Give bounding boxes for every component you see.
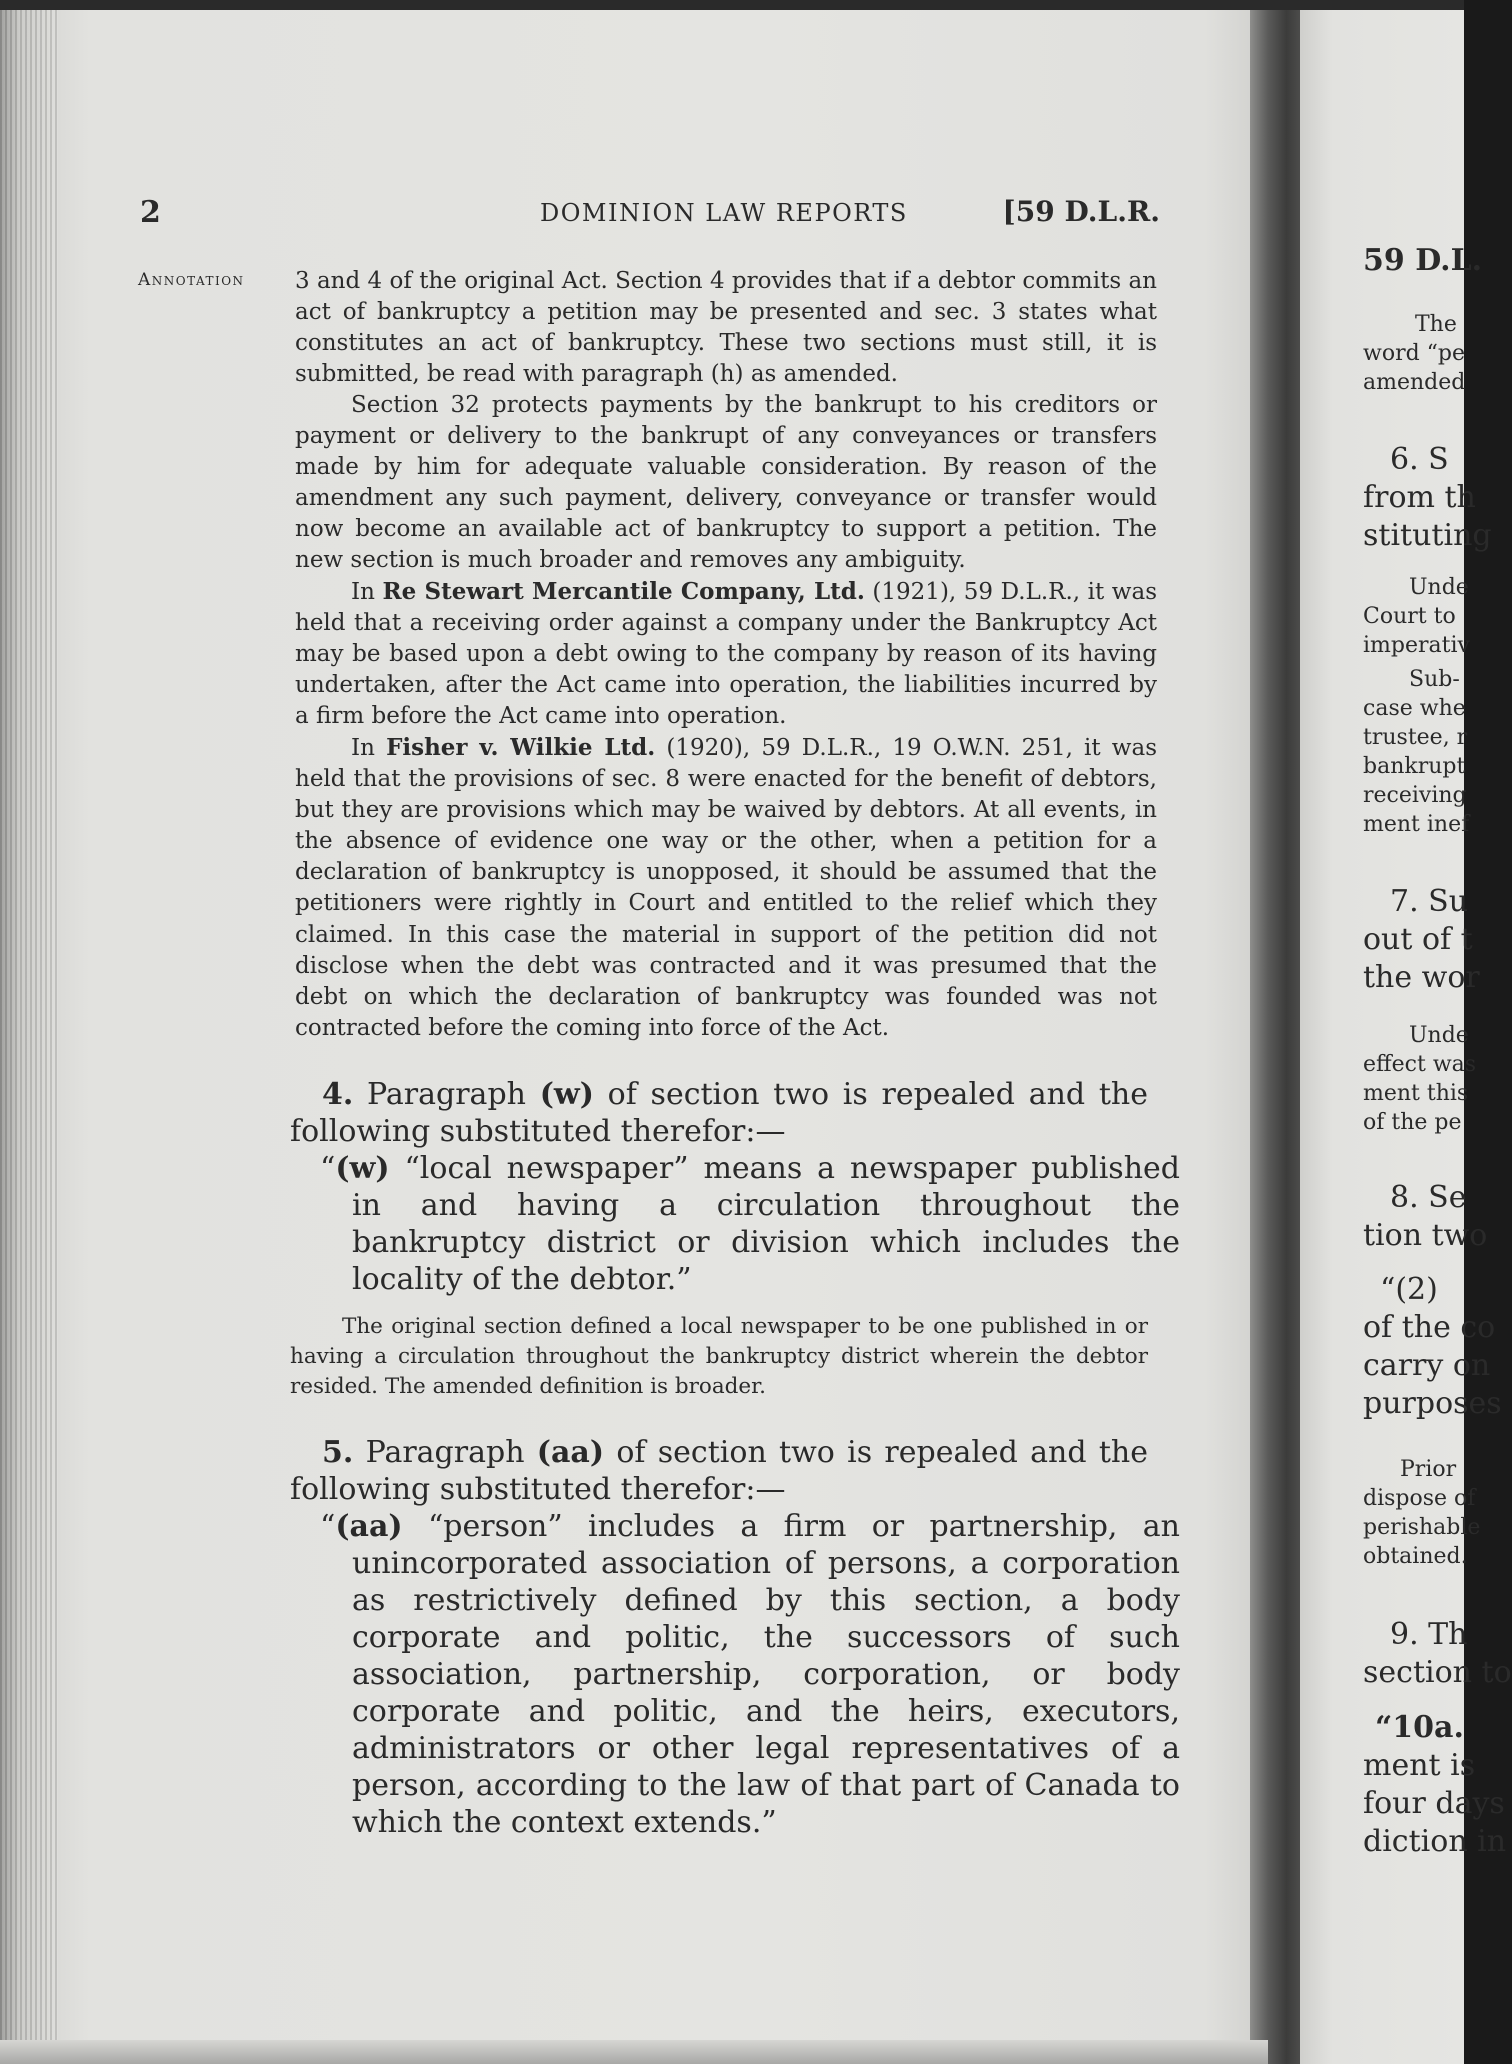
right-page-line: “(2) <box>1380 1272 1438 1307</box>
right-page-line: word “pe <box>1363 341 1466 366</box>
annotation-margin-label: Annotation <box>138 270 245 290</box>
volume-reference: [59 D.L.R. <box>1002 195 1160 228</box>
paragraph-ref: (aa) <box>536 1435 605 1470</box>
book-gutter <box>1250 10 1302 2064</box>
right-page-line: imperativ <box>1363 633 1470 658</box>
right-page-line: ment inef <box>1363 812 1470 837</box>
running-title: DOMINION LAW REPORTS <box>540 199 908 227</box>
right-page-line: ment this <box>1363 1081 1469 1106</box>
right-page-line: dispose of <box>1363 1486 1476 1511</box>
right-page-line: purposes <box>1363 1386 1502 1421</box>
quote-mark: “ <box>320 1151 336 1186</box>
right-page-line: Unde <box>1409 575 1469 600</box>
right-page-line: case whe <box>1363 696 1466 721</box>
text-run: In <box>351 579 383 605</box>
text-run: Paragraph <box>353 1077 540 1112</box>
right-page-line: Sub- <box>1409 667 1460 692</box>
right-page-line: amended <box>1363 370 1466 395</box>
text-run: (1920), 59 D.L.R., 19 O.W.N. 251, it was held that the provisions of sec. 8 were enacted for the benefit of debtors, but they are provisions which may be waived by debtors. At all events, in the absence of evidence one way or the other, when a petition for a declaration of bankruptcy is unopposed, it should be assumed that the petitioners were rightly in Court and entitled to the relief which they claimed. In this case the material in support of the petition did not disclose when the debt was contracted and it was presumed that the debt on which the declaration of bankruptcy was founded was not contracted before the coming into force of the Act. <box>295 735 1157 1041</box>
case-name: Re Stewart Mercantile Company, Ltd. <box>382 578 865 605</box>
right-page-fragment <box>1300 10 1512 2064</box>
right-page-line: Court to <box>1363 604 1456 629</box>
page-header <box>140 195 1160 245</box>
paragraph-ref: (w) <box>335 1151 390 1186</box>
right-page-line: carry on <box>1363 1348 1491 1383</box>
annotation-paragraph <box>295 576 1157 732</box>
text-run: “person” includes a firm or partnership, an unincorporated association of persons, a corporation as restrictively defined by this section, a body corporate and politic, the successors of such association, partnership, corporation, or body corporate and politic, and the heirs, executors, administrators or other legal representatives of a person, according to the law of that part of Canada to which the context extends.” <box>352 1509 1180 1840</box>
text-run: “local newspaper” means a newspaper published in and having a circulation throughout the bankruptcy district or division which includes the locality of the debtor.” <box>352 1151 1180 1297</box>
right-page-line: 8. Se <box>1390 1180 1467 1215</box>
right-page-line: ment is <box>1363 1748 1476 1783</box>
right-page-line: “10a. <box>1375 1710 1464 1745</box>
page-edge-shadow <box>0 10 58 2064</box>
text-run: In <box>351 735 387 761</box>
right-page-line: tion two <box>1363 1218 1488 1253</box>
right-page-line: trustee, r <box>1363 725 1468 750</box>
right-page-line: from th <box>1363 480 1476 515</box>
text-run: of section two is repealed and the following substituted therefor:— <box>290 1435 1148 1507</box>
text-run: (1921), 59 D.L.R., it was held that a receiving order against a company under the Bankruptcy Act may be based upon a debt owing to the company by reason of its having undertaken, after the Act came into operation, the liabilities incurred by a firm before the Act came into operation. <box>295 579 1157 730</box>
annotation-paragraph: 3 and 4 of the original Act. Section 4 provides that if a debtor commits an act of bankruptcy a petition may be presented and sec. 3 states what constitutes an act of bankruptcy. These two sections must still, it is submitted, be read with paragraph (h) as amended. <box>295 268 1157 388</box>
right-page-line: perishable <box>1363 1515 1481 1540</box>
right-page-line: of the pe <box>1363 1110 1462 1135</box>
right-page-line: Unde <box>1409 1023 1469 1048</box>
right-page-line: 9. Th <box>1390 1617 1468 1652</box>
right-page-line: four days <box>1363 1786 1505 1821</box>
paragraph-ref: (aa) <box>335 1509 403 1544</box>
section-number: 5. <box>322 1435 354 1470</box>
annotation-paragraph <box>295 732 1157 1044</box>
annotation-paragraph: Section 32 protects payments by the bankrupt to his creditors or payment or delivery to the bankrupt of any conveyances or transfers made by him for adequate valuable consideration. By reason of the amendment any such payment, delivery, conveyance or transfer would now become an available act of bankruptcy to support a petition. The new section is much broader and removes any ambiguity. <box>295 392 1157 574</box>
quote-mark: “ <box>320 1509 336 1544</box>
right-page-line: receiving <box>1363 783 1467 808</box>
right-page-line: of the co <box>1363 1310 1496 1345</box>
page-number: 2 <box>140 195 161 230</box>
section-5-heading <box>290 1434 1148 1508</box>
right-page-line: bankrupt <box>1363 754 1466 779</box>
section-4-note: The original section defined a local newspaper to be one published in or having a circulation throughout the bankruptcy district wherein the debtor resided. The amended definition is broader. <box>290 1314 1148 1399</box>
section-4-definition <box>320 1150 1180 1298</box>
right-page-line: the wor <box>1363 960 1480 995</box>
right-page-line: out of t <box>1363 922 1473 957</box>
section-number: 4. <box>322 1077 354 1112</box>
right-page-line: Prior <box>1400 1457 1457 1482</box>
right-page-line: stituting <box>1363 518 1492 553</box>
right-page-line: 6. S <box>1390 442 1449 477</box>
right-page-line: 7. Su <box>1390 884 1469 919</box>
section-5-definition <box>320 1508 1180 1841</box>
right-page-line: obtained. <box>1363 1544 1468 1569</box>
case-name: Fisher v. Wilkie Ltd. <box>386 734 656 761</box>
right-page-line: effect was <box>1363 1052 1477 1077</box>
text-run: Paragraph <box>353 1435 537 1470</box>
right-page-line: diction in <box>1363 1824 1507 1859</box>
text-run: of section two is repealed and the following substituted therefor:— <box>290 1077 1148 1149</box>
section-4-heading <box>290 1076 1148 1150</box>
right-page-line: The <box>1415 312 1457 337</box>
right-page-line: section to <box>1363 1655 1512 1690</box>
paragraph-ref: (w) <box>539 1077 594 1112</box>
right-page-line: 59 D.L. <box>1363 243 1483 278</box>
page-bottom-edge <box>0 2040 1268 2064</box>
